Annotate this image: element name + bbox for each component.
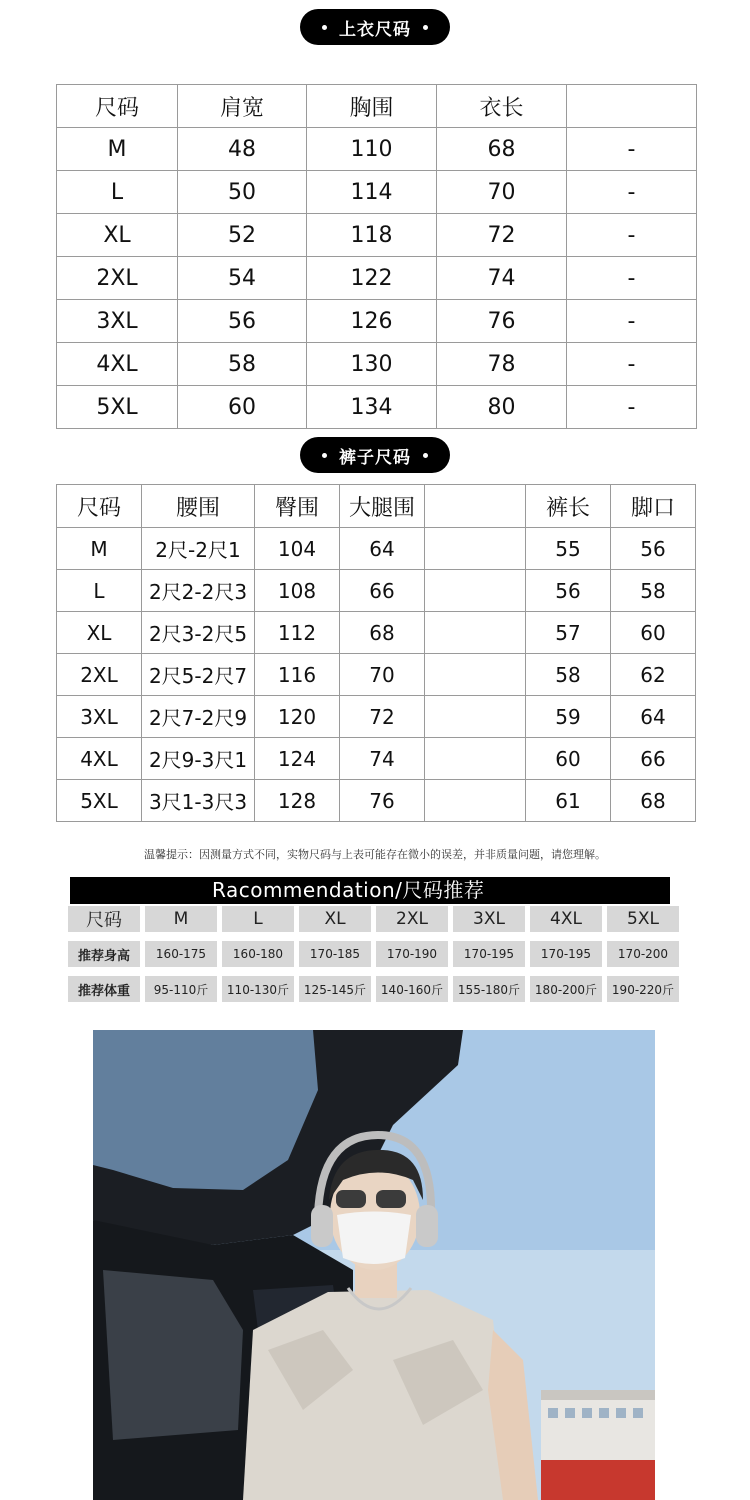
top-size-header-cell: 肩宽	[178, 85, 307, 128]
top-size-row	[57, 257, 697, 300]
pants-size-header-cell: 臀围	[255, 485, 340, 528]
pants-size-cell: 57	[526, 612, 611, 654]
top-size-cell: 114	[307, 171, 437, 214]
pants-size-cell	[425, 654, 526, 696]
pants-size-cell: 104	[255, 528, 340, 570]
top-size-cell: 56	[178, 300, 307, 343]
top-size-header-cell: 胸围	[307, 85, 437, 128]
pants-size-cell: XL	[57, 612, 142, 654]
recommendation-height-cell: 170-190	[376, 941, 448, 967]
pants-size-row	[57, 654, 696, 696]
bullet-dot-icon	[423, 453, 428, 458]
pants-size-cell: 2尺5-2尺7	[142, 654, 255, 696]
pants-size-cell: 64	[340, 528, 425, 570]
top-size-row	[57, 171, 697, 214]
pants-size-cell: 2XL	[57, 654, 142, 696]
pants-size-cell: 2尺2-2尺3	[142, 570, 255, 612]
pants-size-row	[57, 612, 696, 654]
recommendation-weight-cell: 190-220斤	[607, 976, 679, 1002]
top-size-cell: L	[57, 171, 178, 214]
recommendation-height-cell: 170-195	[453, 941, 525, 967]
bullet-dot-icon	[322, 25, 327, 30]
recommendation-height-cell: 170-195	[530, 941, 602, 967]
pants-size-title: 裤子尺码	[339, 447, 411, 468]
top-size-cell: 60	[178, 386, 307, 429]
pants-size-cell: 58	[526, 654, 611, 696]
pants-size-table	[56, 484, 696, 822]
top-size-cell: 52	[178, 214, 307, 257]
pants-size-cell: 3XL	[57, 696, 142, 738]
pants-size-cell: 3尺1-3尺3	[142, 780, 255, 822]
pants-size-header-cell: 腰围	[142, 485, 255, 528]
top-size-header-cell: 尺码	[57, 85, 178, 128]
pants-size-cell: 60	[611, 612, 696, 654]
top-size-cell: -	[567, 386, 697, 429]
pants-size-cell: 2尺3-2尺5	[142, 612, 255, 654]
top-size-cell: 2XL	[57, 257, 178, 300]
pants-size-cell: 4XL	[57, 738, 142, 780]
recommendation-height-cell: 170-185	[299, 941, 371, 967]
recommendation-weight-cell: 125-145斤	[299, 976, 371, 1002]
top-size-cell: 48	[178, 128, 307, 171]
pants-size-cell: 76	[340, 780, 425, 822]
pants-size-cell: 61	[526, 780, 611, 822]
model-photo-illustration	[93, 1030, 655, 1500]
pants-size-cell: 59	[526, 696, 611, 738]
top-size-cell: 122	[307, 257, 437, 300]
top-size-cell: XL	[57, 214, 178, 257]
pants-size-cell: 70	[340, 654, 425, 696]
recommendation-weight-cell: 180-200斤	[530, 976, 602, 1002]
pants-size-cell	[425, 696, 526, 738]
top-size-cell: 58	[178, 343, 307, 386]
pants-size-cell: 108	[255, 570, 340, 612]
pants-size-cell: 56	[611, 528, 696, 570]
top-size-row	[57, 386, 697, 429]
top-size-cell: 126	[307, 300, 437, 343]
recommendation-weight-cell: 140-160斤	[376, 976, 448, 1002]
recommendation-height-cell: 160-180	[222, 941, 294, 967]
recommendation-title: Racommendation/尺码推荐	[70, 877, 670, 904]
top-size-cell: 54	[178, 257, 307, 300]
pants-size-cell: 112	[255, 612, 340, 654]
recommendation-size-cell: 5XL	[607, 906, 679, 932]
pants-size-cell: 128	[255, 780, 340, 822]
pants-size-cell: 5XL	[57, 780, 142, 822]
pants-size-cell: 55	[526, 528, 611, 570]
bullet-dot-icon	[322, 453, 327, 458]
top-size-table	[56, 84, 697, 429]
top-size-cell: 134	[307, 386, 437, 429]
recommendation-size-cell: 2XL	[376, 906, 448, 932]
pants-size-row	[57, 696, 696, 738]
top-size-header-row	[57, 85, 697, 128]
pants-size-header-cell	[425, 485, 526, 528]
top-size-row	[57, 128, 697, 171]
pants-size-cell	[425, 528, 526, 570]
top-size-cell: -	[567, 300, 697, 343]
pants-size-cell: 58	[611, 570, 696, 612]
pants-size-cell: 74	[340, 738, 425, 780]
recommendation-height-cell: 170-200	[607, 941, 679, 967]
pants-size-cell	[425, 612, 526, 654]
pants-size-cell: 116	[255, 654, 340, 696]
top-size-cell: 130	[307, 343, 437, 386]
recommendation-size-cell: XL	[299, 906, 371, 932]
recommendation-grid	[68, 906, 679, 1002]
top-size-header-cell: 衣长	[437, 85, 567, 128]
pants-size-header-cell: 尺码	[57, 485, 142, 528]
top-size-cell: -	[567, 257, 697, 300]
pants-size-row	[57, 780, 696, 822]
top-size-cell: 5XL	[57, 386, 178, 429]
top-size-cell: 80	[437, 386, 567, 429]
bullet-dot-icon	[423, 25, 428, 30]
model-photo	[93, 1030, 655, 1500]
top-size-cell: -	[567, 343, 697, 386]
recommendation-size-cell: 4XL	[530, 906, 602, 932]
top-size-cell: 4XL	[57, 343, 178, 386]
recommendation-size-cell: L	[222, 906, 294, 932]
pants-size-cell: 66	[340, 570, 425, 612]
pants-size-cell: 2尺9-3尺1	[142, 738, 255, 780]
pants-size-row	[57, 738, 696, 780]
pants-size-cell: 62	[611, 654, 696, 696]
top-size-cell: 78	[437, 343, 567, 386]
top-size-cell: 50	[178, 171, 307, 214]
recommendation-weight-cell: 95-110斤	[145, 976, 217, 1002]
top-size-cell: 68	[437, 128, 567, 171]
top-size-cell: 76	[437, 300, 567, 343]
top-size-cell: -	[567, 171, 697, 214]
top-size-cell: 74	[437, 257, 567, 300]
pants-size-header-cell: 大腿围	[340, 485, 425, 528]
top-size-title: 上衣尺码	[339, 19, 411, 40]
pants-size-cell: 68	[611, 780, 696, 822]
top-size-cell: -	[567, 214, 697, 257]
pants-size-cell: 124	[255, 738, 340, 780]
pants-size-cell: 2尺-2尺1	[142, 528, 255, 570]
recommendation-height-label: 推荐身高	[68, 941, 140, 967]
top-size-cell: 72	[437, 214, 567, 257]
pants-size-cell: 72	[340, 696, 425, 738]
pants-size-cell: L	[57, 570, 142, 612]
recommendation-size-cell: M	[145, 906, 217, 932]
pants-size-cell: 64	[611, 696, 696, 738]
pants-size-header-cell: 脚口	[611, 485, 696, 528]
recommendation-size-label: 尺码	[68, 906, 140, 932]
top-size-row	[57, 300, 697, 343]
top-size-row	[57, 343, 697, 386]
top-size-cell: 110	[307, 128, 437, 171]
top-size-title-pill	[300, 9, 450, 45]
pants-size-cell: 66	[611, 738, 696, 780]
recommendation-weight-cell: 155-180斤	[453, 976, 525, 1002]
recommendation-weight-label: 推荐体重	[68, 976, 140, 1002]
pants-size-header-row	[57, 485, 696, 528]
pants-size-row	[57, 528, 696, 570]
top-size-cell: 118	[307, 214, 437, 257]
measurement-notice: 温馨提示：因测量方式不同，实物尺码与上表可能存在微小的误差，并非质量问题，请您理解。	[144, 848, 606, 861]
top-size-cell: 70	[437, 171, 567, 214]
pants-size-cell	[425, 570, 526, 612]
top-size-row	[57, 214, 697, 257]
pants-size-cell: 60	[526, 738, 611, 780]
pants-size-cell: M	[57, 528, 142, 570]
top-size-cell: M	[57, 128, 178, 171]
recommendation-height-cell: 160-175	[145, 941, 217, 967]
pants-size-row	[57, 570, 696, 612]
pants-size-cell: 68	[340, 612, 425, 654]
pants-size-cell: 120	[255, 696, 340, 738]
recommendation-weight-cell: 110-130斤	[222, 976, 294, 1002]
recommendation-size-cell: 3XL	[453, 906, 525, 932]
top-size-cell: -	[567, 128, 697, 171]
pants-size-cell: 56	[526, 570, 611, 612]
top-size-header-cell	[567, 85, 697, 128]
top-size-cell: 3XL	[57, 300, 178, 343]
pants-size-header-cell: 裤长	[526, 485, 611, 528]
pants-size-title-pill	[300, 437, 450, 473]
pants-size-cell	[425, 780, 526, 822]
pants-size-cell	[425, 738, 526, 780]
pants-size-cell: 2尺7-2尺9	[142, 696, 255, 738]
